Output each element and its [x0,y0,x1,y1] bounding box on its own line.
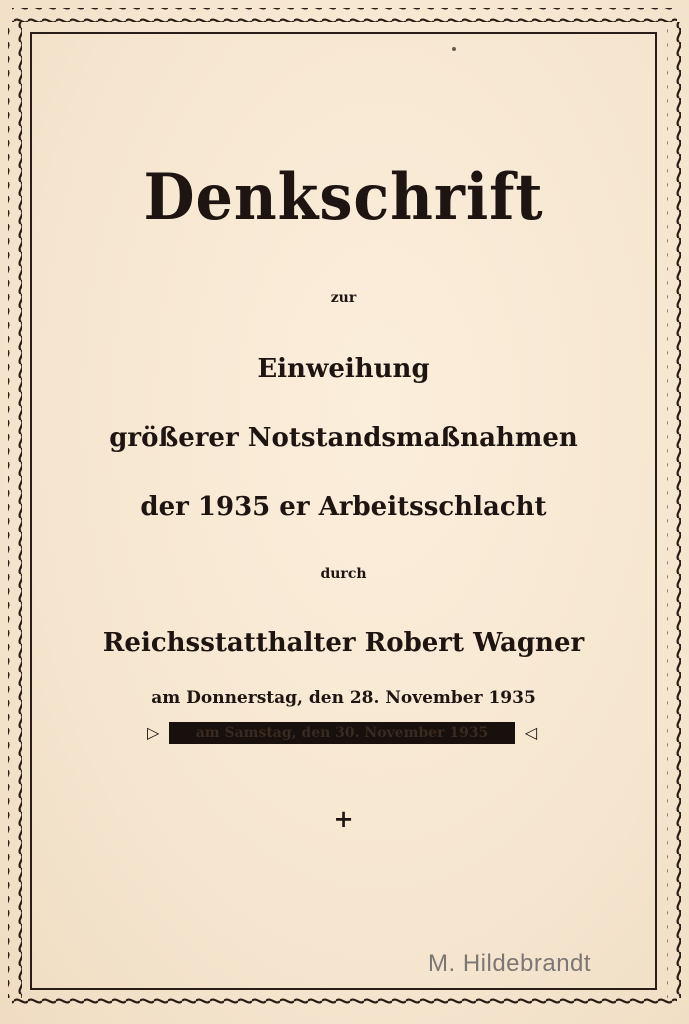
date-overprint-text: am Samstag, den 30. November 1935 [169,722,515,744]
document-title: Denkschrift [143,160,544,235]
cross-ornament: + [333,804,354,833]
watermark: M. Hildebrandt [428,950,592,977]
line-reichsstatthalter: Reichsstatthalter Robert Wagner [102,628,585,658]
line-durch: durch [320,566,367,582]
date-overprint-banner [147,722,537,744]
triangle-left-icon: ◁ [524,723,537,742]
paper-speck [452,47,456,51]
triangle-right-icon: ▷ [147,723,160,742]
line-zur: zur [330,290,357,306]
line-date: am Donnerstag, den 28. November 1935 [151,688,536,708]
line-notstandsmassnahmen: größerer Notstandsmaßnahmen [109,423,578,453]
line-arbeitsschlacht: der 1935 er Arbeitsschlacht [140,492,547,522]
line-einweihung: Einweihung [257,354,430,384]
